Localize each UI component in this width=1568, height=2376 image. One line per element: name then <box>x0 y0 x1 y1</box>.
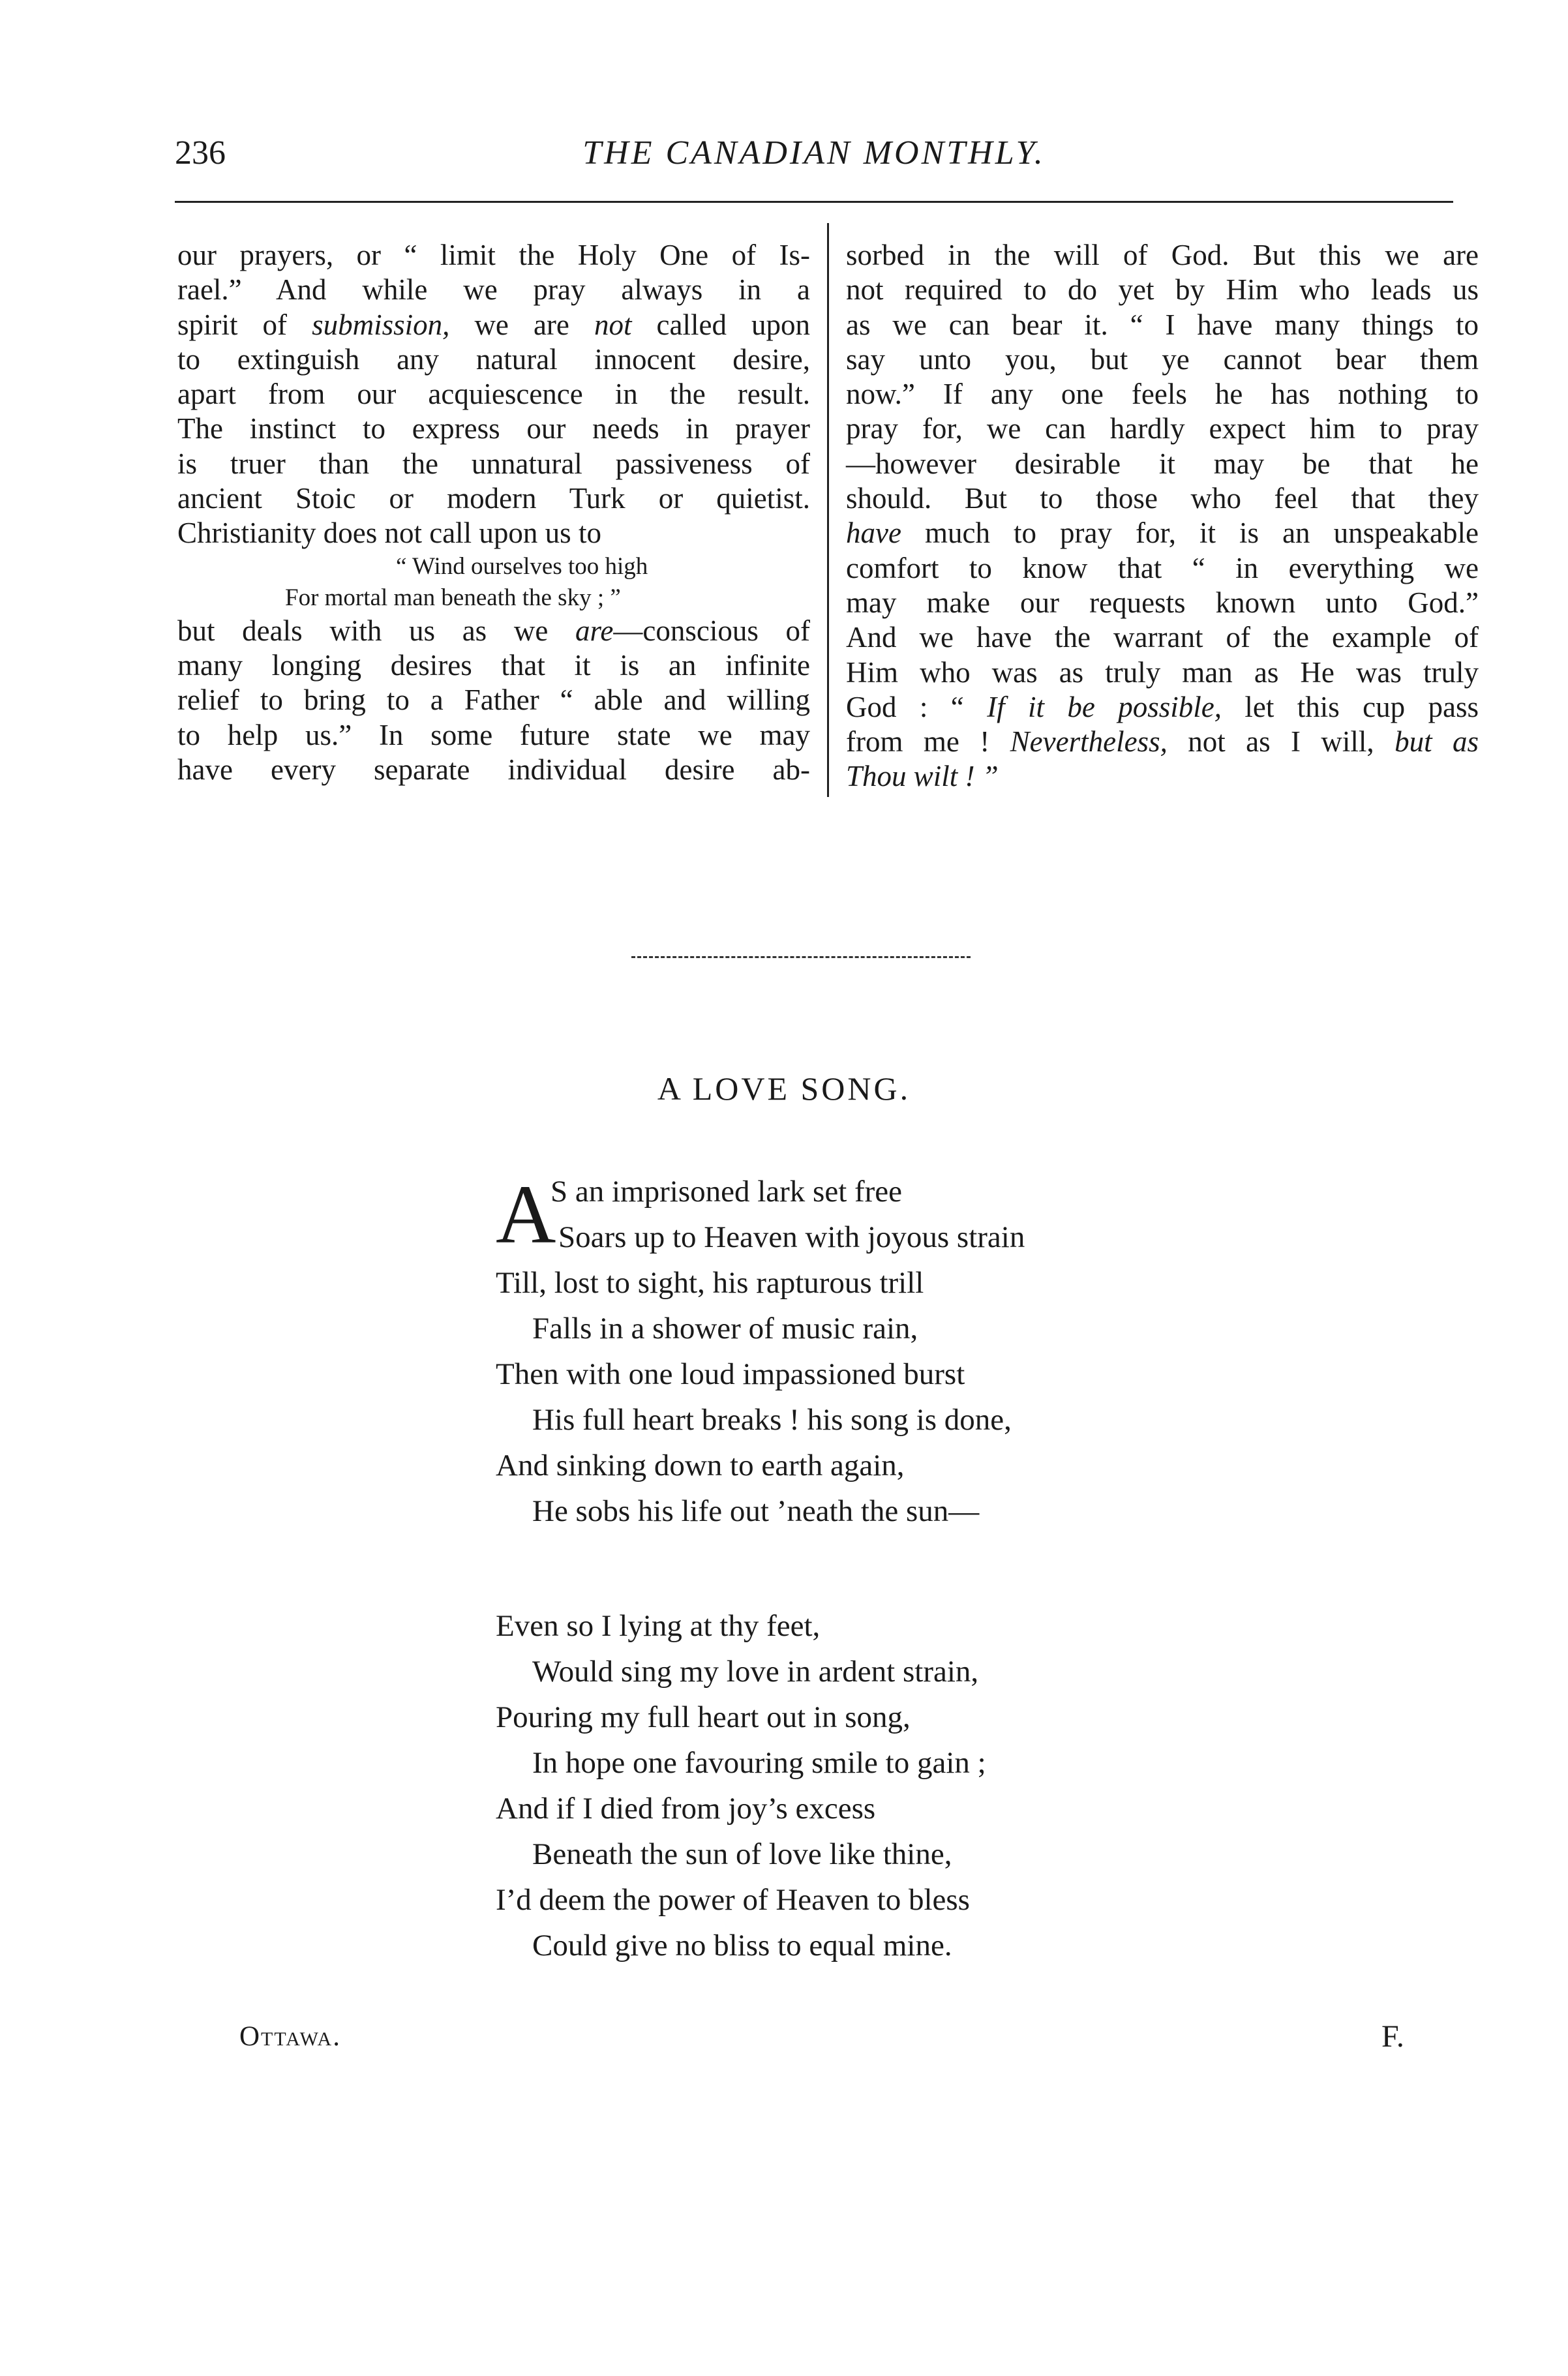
text-line: apart from our acquiescence in the result. <box>177 378 810 411</box>
signature-place: Ottawa. <box>239 2021 341 2052</box>
poem <box>496 1169 1025 1968</box>
text-line: spirit of submission, we are not called upon <box>177 308 810 341</box>
text-line: pray for, we can hardly expect him to pray <box>846 412 1479 445</box>
drop-cap: A <box>496 1168 556 1261</box>
italic-emphasis: not <box>594 308 632 341</box>
text-line: The instinct to express our needs in prayer <box>177 412 810 445</box>
text-line: many longing desires that it is an infinite <box>177 648 810 682</box>
text-line: God : “ If it be possible, let this cup pass <box>846 690 1479 723</box>
poem-line: His full heart breaks ! his song is done, <box>532 1403 1012 1437</box>
signature-initial: F. <box>1381 2019 1404 2054</box>
text-line: Christianity does not call upon us to <box>177 517 601 550</box>
verse-quote-line: “ Wind ourselves too high <box>396 552 648 580</box>
poem-line: And sinking down to earth again, <box>496 1449 905 1482</box>
text-line: have much to pray for, it is an unspeakable <box>846 517 1479 550</box>
italic-emphasis: but as <box>1395 725 1479 759</box>
text-line: relief to bring to a Father “ able and willing <box>177 684 810 717</box>
poem-line: Could give no bliss to equal mine. <box>532 1929 952 1962</box>
text-line <box>846 759 1479 794</box>
running-head: THE CANADIAN MONTHLY. <box>582 134 1046 172</box>
italic-emphasis: have <box>846 517 901 550</box>
text-line: now.” If any one feels he has nothing to <box>846 378 1479 411</box>
poem-line: I’d deem the power of Heaven to bless <box>496 1883 970 1917</box>
poem-line: Beneath the sun of love like thine, <box>532 1837 952 1871</box>
text-line: not required to do yet by Him who leads us <box>846 273 1479 307</box>
right-column <box>846 238 1479 794</box>
poem-line: Would sing my love in ardent strain, <box>532 1655 979 1689</box>
section-divider <box>631 956 971 958</box>
italic-emphasis: Thou wilt ! ” <box>846 760 999 793</box>
text-line: to extinguish any natural innocent desire, <box>177 342 810 376</box>
poem-line: Pouring my full heart out in song, <box>496 1700 911 1734</box>
italic-emphasis: are <box>575 614 614 647</box>
poem-line: He sobs his life out ’neath the sun— <box>532 1494 980 1528</box>
italic-emphasis: Nevertheless, <box>1010 725 1168 759</box>
poem-line: Till, lost to sight, his rapturous trill <box>496 1266 924 1300</box>
page-header <box>175 134 1453 186</box>
verse-quote-line: For mortal man beneath the sky ; ” <box>285 584 621 611</box>
text-line: may make our requests known unto God.” <box>846 586 1479 619</box>
poem-title: A LOVE SONG. <box>657 1070 911 1107</box>
text-line: ancient Stoic or modern Turk or quietist. <box>177 482 810 515</box>
text-line: rael.” And while we pray always in a <box>177 273 810 307</box>
text-line: our prayers, or “ limit the Holy One of Is- <box>177 239 810 271</box>
text-line: should. But to those who feel that they <box>846 482 1479 515</box>
poem-line: Falls in a shower of music rain, <box>532 1312 918 1346</box>
text-line: —however desirable it may be that he <box>846 447 1479 480</box>
poem-line: Then with one loud impassioned burst <box>496 1357 965 1391</box>
page-number: 236 <box>175 134 226 172</box>
stanza-gap <box>496 1534 1025 1603</box>
italic-emphasis: submission, <box>312 308 450 341</box>
text-line: is truer than the unnatural passiveness of <box>177 447 810 480</box>
text-line: have every separate individual desire ab- <box>177 753 810 786</box>
text-line: And we have the warrant of the example of <box>846 621 1479 654</box>
header-rule <box>175 201 1453 203</box>
poem-line: In hope one favouring smile to gain ; <box>532 1746 986 1780</box>
poem-line: Even so I lying at thy feet, <box>496 1609 821 1643</box>
column-divider <box>827 223 829 797</box>
text-line: say unto you, but ye cannot bear them <box>846 342 1479 376</box>
text-line: Him who was as truly man as He was truly <box>846 655 1479 689</box>
left-column <box>177 238 810 787</box>
text-line: from me ! Nevertheless, not as I will, but as <box>846 725 1479 759</box>
text-line: to help us.” In some future state we may <box>177 718 810 751</box>
text-line: but deals with us as we are—conscious of <box>177 614 810 647</box>
italic-emphasis: If it be possible, <box>987 690 1222 723</box>
poem-line: And if I died from joy’s excess <box>496 1792 876 1826</box>
poem-line: S an imprisoned lark set free <box>550 1175 903 1209</box>
poem-line: Soars up to Heaven with joyous strain <box>558 1220 1025 1254</box>
text-line: as we can bear it. “ I have many things to <box>846 308 1479 341</box>
text-line: sorbed in the will of God. But this we are <box>846 239 1479 271</box>
text-line: comfort to know that “ in everything we <box>846 551 1479 584</box>
